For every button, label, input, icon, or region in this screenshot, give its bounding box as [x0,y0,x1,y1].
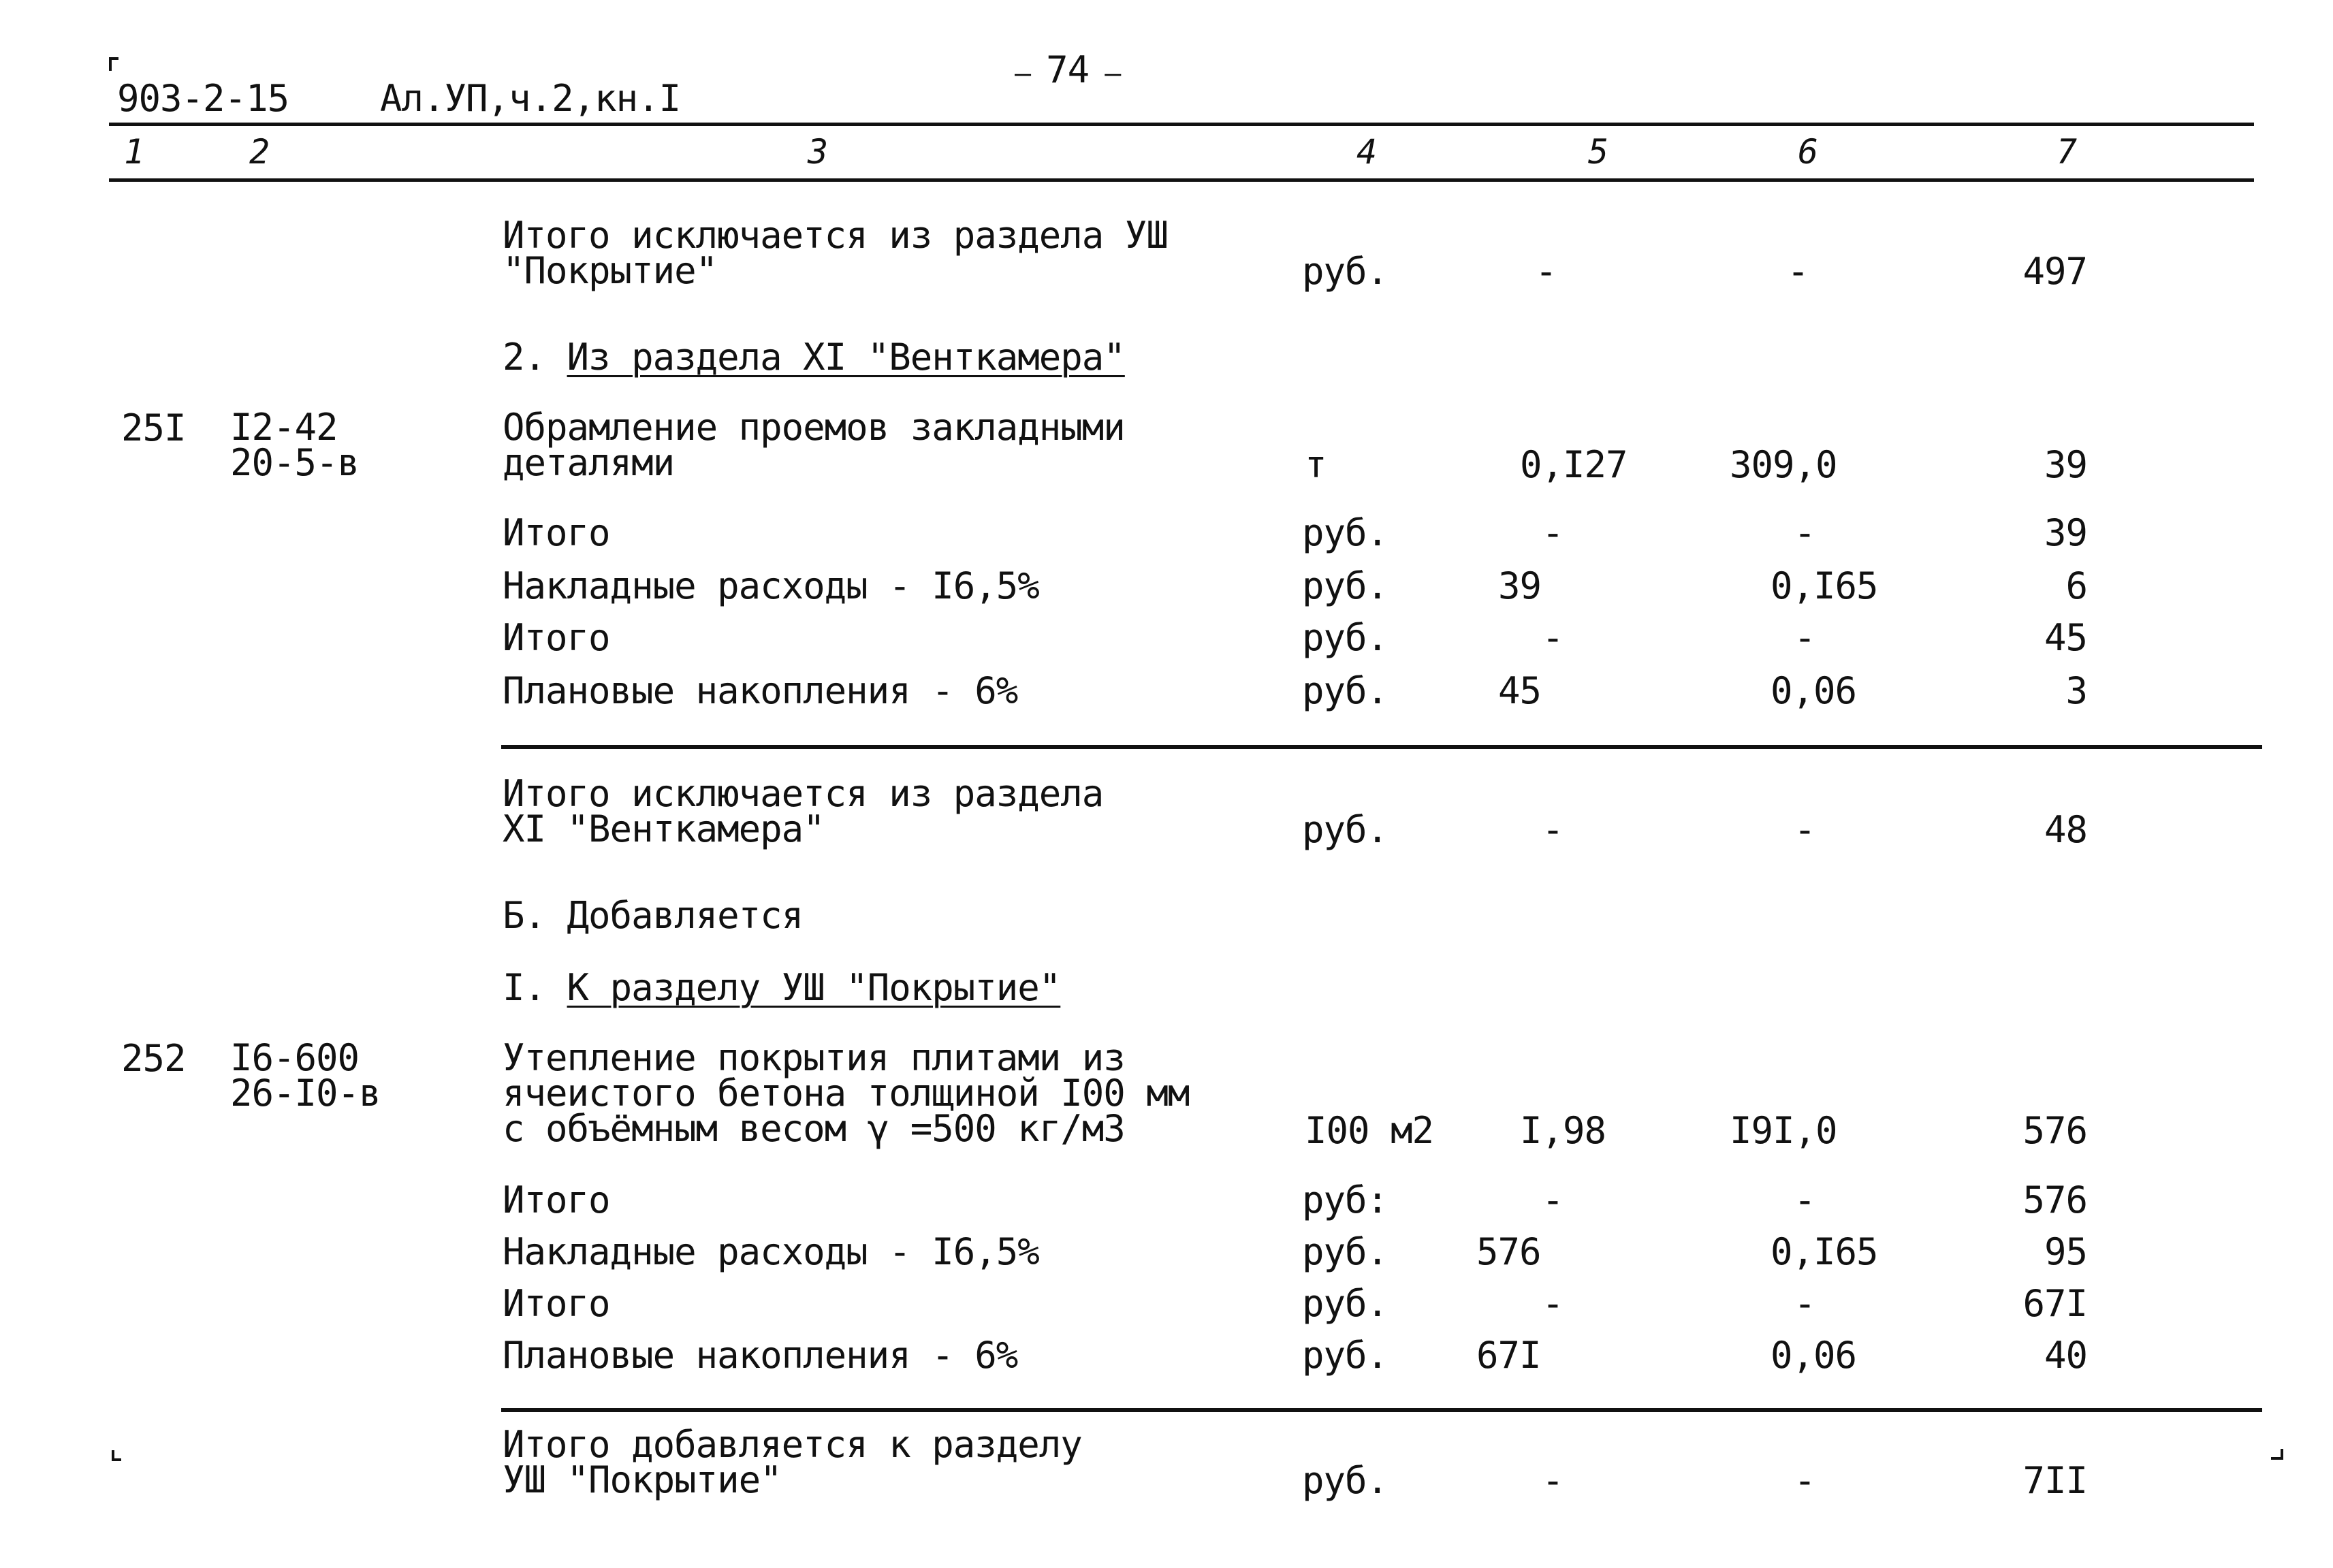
column-header-6: 6 [1798,132,1819,172]
item-252-description: Утепление покрытия плитами из ячеистого бетона толщиной I00 мм с объёмным весом γ =500 кг/м3 [503,1036,1190,1150]
item-252-c5: I,98 [1520,1109,1606,1152]
section-vent-number: 2. [503,336,546,379]
total-vent-excluded-c5: - [1542,808,1564,851]
corner-mark-bottom-left [112,1450,121,1461]
section-divider-rule [501,745,2262,749]
item-251-c6: 309,0 [1730,443,1837,486]
total-roof-excluded-c5: - [1535,250,1557,293]
total-roof-added-c5: - [1542,1459,1564,1502]
section-vent-heading: Из раздела XI "Венткамера" [567,336,1125,379]
total-roof-excluded-label: Итого исключается из раздела УШ "Покрытие" [503,214,1168,292]
total-roof-added-label: Итого добавляется к разделу УШ "Покрытие" [503,1423,1082,1501]
column-header-7: 7 [2057,132,2078,172]
total-roof-added-unit: руб. [1302,1459,1388,1502]
item-252-code: I6-600 26-I0-в [230,1036,381,1115]
item-252-unit: I00 м2 [1305,1109,1434,1152]
item-252-c7: 576 [2022,1109,2087,1152]
total-roof-added-c7: 7II [2022,1459,2087,1502]
item-251-c5: 0,I27 [1520,443,1628,486]
item-252-c6: I9I,0 [1730,1109,1837,1152]
header-bottom-rule [109,178,2254,182]
section-roof-number: I. [503,966,546,1009]
total-vent-excluded-label: Итого исключается из раздела XI "Венткамера" [503,772,1104,850]
document-page: 903-2-15 Ал.УП,ч.2,кн.I — 74 — 1 2 3 4 5 6 7 Итого исключается из раздела УШ "Покрытие" руб. - - 497 2. Из раздела XI "Венткамера" 25I I2-42 20-5-в Обрамление проемов закладными деталями т 0,I27 309,0 39 Итого руб. - - 39 Накладные расходы - I6,5% руб. 39 0,I65 6 Итого руб. - - 45 Плановые накопления - 6% руб. 45 0,06 3 Итого исключается из раздела XI "Венткамера" руб. - - 48 Б. Добавляется I. К разделу УШ "Покрытие" 252 I6-600 26-I0-в Утепление покрытия плитами из ячеистого бетона толщиной I00 мм с объёмным весом γ =500 кг/м3 I00 м2 I,98 I9I,0 576 Итого руб: - - 576 Накладные расходы - I6,5% руб. 576 0,I65 95 Итого руб. - - 67I Плановые накопления - 6% руб. 67I 0,06 40 Итого добавляется к разделу УШ "Покрытие" руб. - - 7II [0,0,2333,1568]
album-reference: Ал.УП,ч.2,кн.I [380,77,681,120]
corner-mark-top-left [109,57,118,71]
column-header-2: 2 [249,132,270,172]
item-251-number: 25I [121,406,186,449]
section-roof-heading: К разделу УШ "Покрытие" [567,966,1061,1009]
column-header-4: 4 [1356,132,1378,172]
column-header-5: 5 [1588,132,1609,172]
section-divider-rule [501,1408,2262,1412]
item-251-code: I2-42 20-5-в [230,406,360,484]
total-vent-excluded-c7: 48 [2044,808,2087,851]
page-number: — 74 — [1015,48,1121,91]
doc-number: 903-2-15 [117,77,289,120]
section-b-title: Б. Добавляется [503,894,804,937]
total-roof-added-c6: - [1794,1459,1815,1502]
total-vent-excluded-unit: руб. [1302,808,1388,851]
header-top-rule [109,123,2254,126]
corner-mark-bottom-right [2271,1449,2283,1460]
total-roof-excluded-c7: 497 [2022,250,2087,293]
item-251-unit: т [1305,443,1327,486]
total-vent-excluded-c6: - [1794,808,1815,851]
section-roof-title [503,966,1061,1009]
column-header-1: 1 [124,132,145,172]
item-251-c7: 39 [2044,443,2087,486]
page-number-value: 74 [1046,48,1090,91]
section-vent-title [503,336,1125,379]
total-roof-excluded-unit: руб. [1302,250,1388,293]
total-roof-excluded-c6: - [1787,250,1809,293]
item-252-number: 252 [121,1037,186,1080]
item-251-description: Обрамление проемов закладными деталями [503,406,1125,484]
column-header-3: 3 [808,132,829,172]
